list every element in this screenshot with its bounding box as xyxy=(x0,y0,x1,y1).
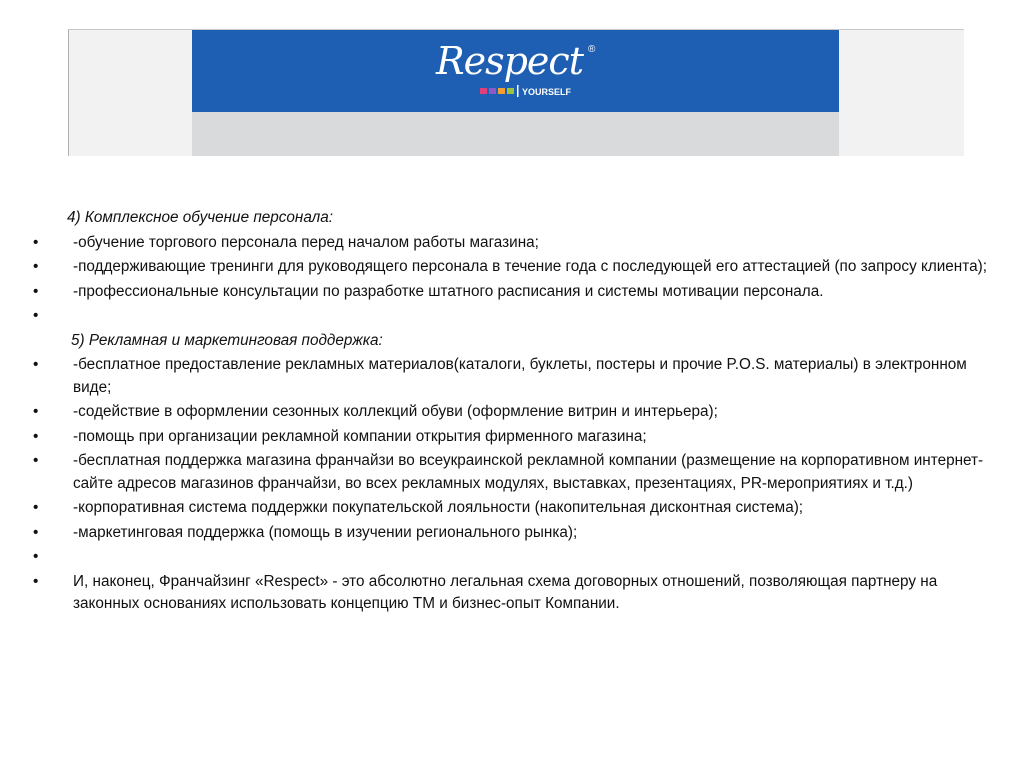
list-item xyxy=(0,401,1024,424)
empty-list-item xyxy=(0,546,1024,569)
list-item-text: -содействие в оформлении сезонных коллекций обуви (оформление витрин и интерьера); xyxy=(73,403,718,420)
bullet: • xyxy=(33,427,39,445)
empty-list-item xyxy=(0,305,1024,328)
list-item-text: -поддерживающие тренинги для руководящего персонала в течение года с последующей его аттестацией (по запросу клиента); xyxy=(73,258,987,275)
logo-swatch-orange xyxy=(498,88,505,94)
list-item xyxy=(0,497,1024,520)
slide-body xyxy=(0,205,1024,616)
list-item xyxy=(0,522,1024,545)
logo-divider xyxy=(517,85,519,97)
bullet: • xyxy=(33,233,39,251)
logo-swatch-green xyxy=(507,88,514,94)
conclusion-item xyxy=(0,571,1024,616)
logo-tagline-text: YOURSELF xyxy=(522,87,572,97)
bullet: • xyxy=(33,499,39,516)
bullet: • xyxy=(33,258,39,275)
bullet: • xyxy=(33,572,39,590)
bullet: • xyxy=(33,403,39,420)
logo-registered-mark: ® xyxy=(588,44,596,55)
bullet: • xyxy=(33,307,39,324)
list-item xyxy=(0,281,1024,304)
logo-swatch-purple xyxy=(489,88,496,94)
list-item xyxy=(0,232,1024,255)
section-5-heading: 5) Рекламная и маркетинговая поддержка: xyxy=(71,331,383,349)
list-item-text: -бесплатное предоставление рекламных материалов(каталоги, буклеты, постеры и прочие P.O.S. материалы) в электронном виде; xyxy=(73,356,967,396)
bullet: • xyxy=(33,523,39,541)
list-item-text: -помощь при организации рекламной компании открытия фирменного магазина; xyxy=(73,427,647,445)
logo-brand-text: Respect xyxy=(436,39,583,83)
respect-logo xyxy=(432,36,602,102)
list-item-text: -обучение торгового персонала перед началом работы магазина; xyxy=(73,233,539,251)
list-item xyxy=(0,450,1024,495)
list-item xyxy=(0,426,1024,449)
list-item xyxy=(0,256,1024,279)
bullet: • xyxy=(33,282,39,300)
bullet: • xyxy=(33,356,39,373)
list-item-text: -профессиональные консультации по разработке штатного расписания и системы мотивации персонала. xyxy=(73,282,824,300)
list-item-text: -корпоративная система поддержки покупательской лояльности (накопительная дисконтная система); xyxy=(73,499,804,516)
list-item-text: -маркетинговая поддержка (помощь в изучении регионального рынка); xyxy=(73,523,578,541)
logo-swatch-pink xyxy=(480,88,487,94)
banner-strip xyxy=(192,112,839,156)
bullet: • xyxy=(33,548,39,565)
conclusion-text: И, наконец, Франчайзинг «Respect» - это абсолютно легальная схема договорных отношений, позволяющая партнеру на законных основаниях использовать концепцию ТМ и бизнес-опыт Компании. xyxy=(73,572,938,612)
bullet: • xyxy=(33,452,39,469)
list-item xyxy=(0,354,1024,399)
section-4-heading: 4) Комплексное обучение персонала: xyxy=(67,209,334,226)
list-item-text: -бесплатная поддержка магазина франчайзи во всеукраинской рекламной компании (размещение на корпоративном интернет-сайте адресов магазинов франчайзи, во всех рекламных модулях, выставках, презентациях, PR-мероприятиях и т.д.) xyxy=(73,452,984,492)
